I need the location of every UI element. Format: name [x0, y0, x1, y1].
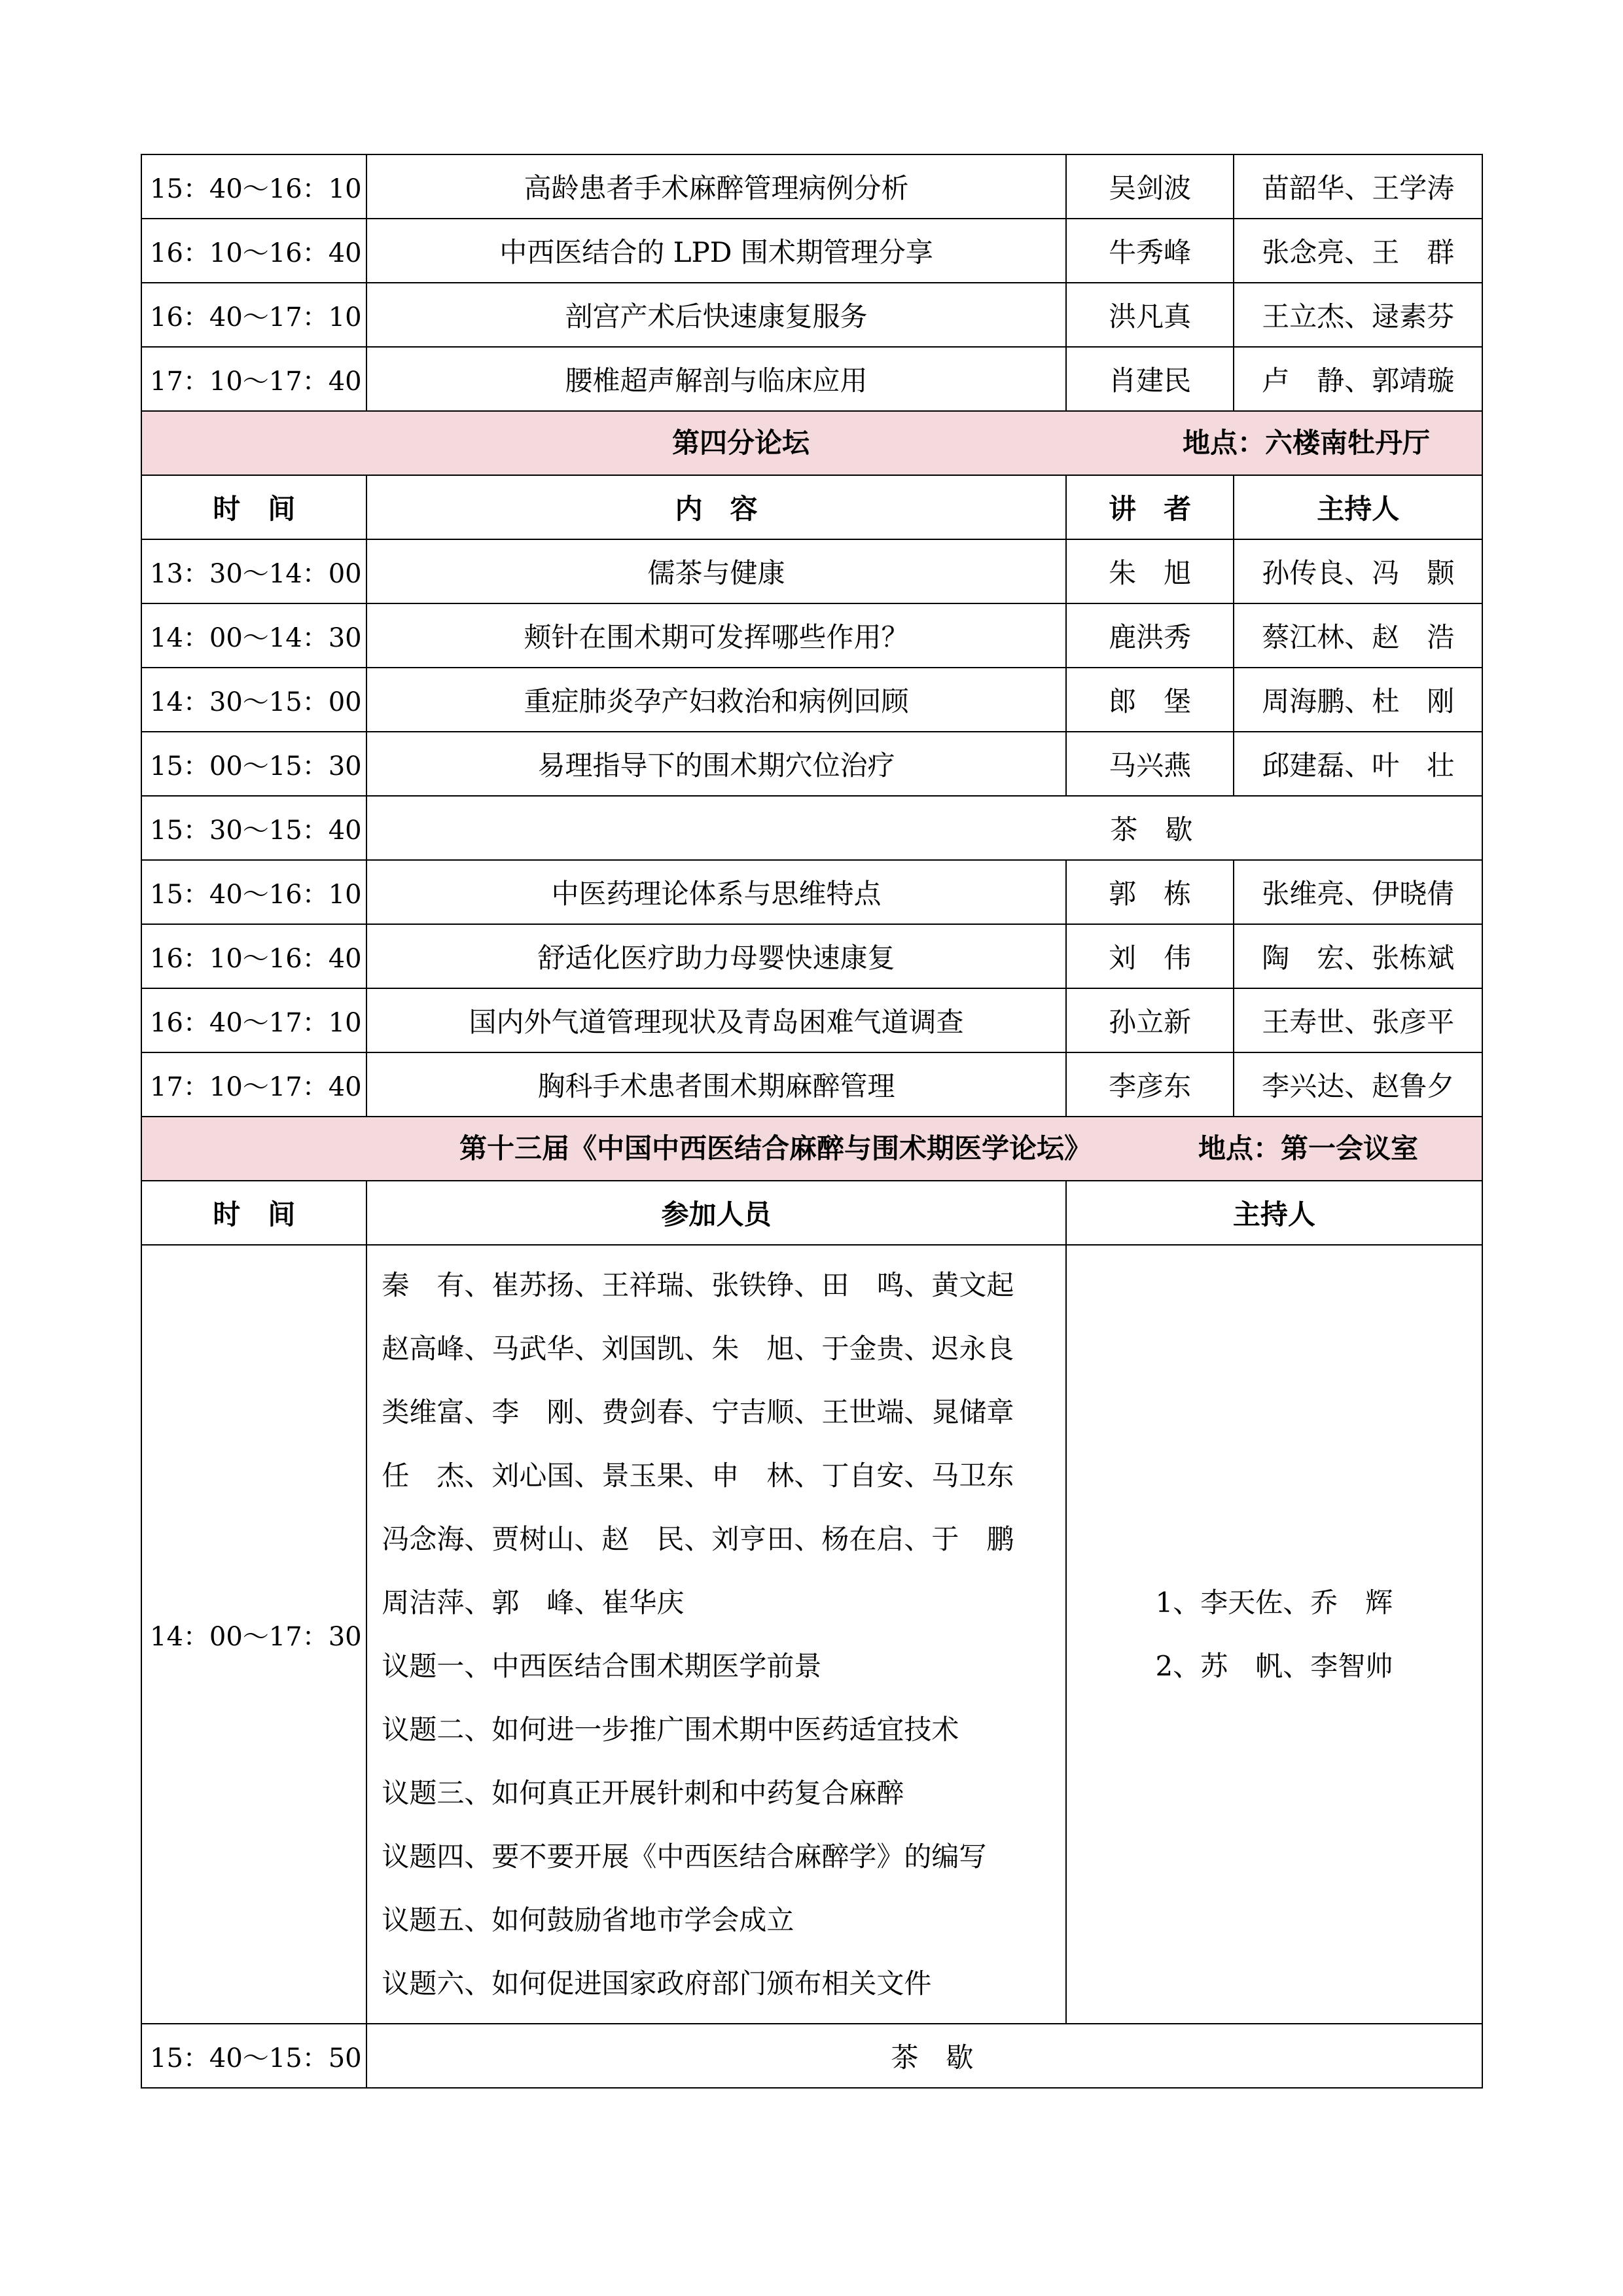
host-cell: 张维亮、伊晓倩 — [1234, 860, 1482, 924]
topic-line: 议题六、如何促进国家政府部门颁布相关文件 — [382, 1967, 932, 2000]
time-cell: 16：40～17：10 — [141, 283, 366, 347]
table-row — [141, 219, 1482, 283]
topic-cell: 颊针在围术期可发挥哪些作用？ — [366, 603, 1065, 668]
header-time: 时 间 — [141, 475, 366, 539]
table-row — [141, 154, 1482, 219]
header-time: 时 间 — [141, 1181, 366, 1245]
hosts-cell — [1066, 1245, 1482, 2024]
host-cell: 蔡江林、赵 浩 — [1234, 603, 1482, 668]
time-cell: 15：40～16：10 — [141, 860, 366, 924]
section-banner — [141, 1117, 1482, 1181]
host-cell: 孙传良、冯 颢 — [1234, 539, 1482, 603]
host-cell: 苗韶华、王学涛 — [1234, 154, 1482, 219]
host-cell: 陶 宏、张栋斌 — [1234, 924, 1482, 988]
table-row — [141, 988, 1482, 1052]
host-cell: 王立杰、逯素芬 — [1234, 283, 1482, 347]
section-title: 第十三届《中国中西医结合麻醉与围术期医学论坛》 — [459, 1132, 1092, 1164]
section-title: 第四分论坛 — [672, 427, 810, 459]
member-line: 赵高峰、马武华、刘国凯、朱 旭、于金贵、迟永良 — [382, 1333, 1014, 1365]
section-row-forum13 — [141, 1117, 1482, 1181]
table-row — [141, 539, 1482, 603]
table-row — [141, 283, 1482, 347]
topic-cell: 腰椎超声解剖与临床应用 — [366, 347, 1065, 411]
break-row — [141, 2024, 1482, 2088]
section-location: 地点：六楼南牡丹厅 — [1183, 427, 1431, 459]
speaker-cell: 李彦东 — [1066, 1052, 1234, 1117]
host-line: 1、李天佐、乔 辉 — [1155, 1587, 1393, 1619]
header-host: 主持人 — [1066, 1181, 1482, 1245]
host-cell: 邱建磊、叶 壮 — [1234, 732, 1482, 796]
table-row — [141, 603, 1482, 668]
time-cell: 17：10～17：40 — [141, 1052, 366, 1117]
speaker-cell: 郭 栋 — [1066, 860, 1234, 924]
host-cell: 李兴达、赵鲁夕 — [1234, 1052, 1482, 1117]
table-row — [141, 347, 1482, 411]
time-cell: 15：00～15：30 — [141, 732, 366, 796]
member-line: 周洁萍、郭 峰、崔华庆 — [382, 1587, 685, 1619]
speaker-cell: 洪凡真 — [1066, 283, 1234, 347]
table-row — [141, 924, 1482, 988]
member-line: 任 杰、刘心国、景玉果、申 林、丁自安、马卫东 — [382, 1460, 1014, 1492]
header-row — [141, 1181, 1482, 1245]
time-cell: 15：40～15：50 — [141, 2024, 366, 2088]
speaker-cell: 刘 伟 — [1066, 924, 1234, 988]
topic-line: 议题五、如何鼓励省地市学会成立 — [382, 1904, 794, 1936]
time-cell: 13：30～14：00 — [141, 539, 366, 603]
topic-cell: 易理指导下的围术期穴位治疗 — [366, 732, 1065, 796]
table-row — [141, 1052, 1482, 1117]
speaker-cell: 孙立新 — [1066, 988, 1234, 1052]
member-line: 冯念海、贾树山、赵 民、刘亨田、杨在启、于 鹏 — [382, 1523, 1014, 1555]
time-cell: 14：00～17：30 — [141, 1245, 366, 2024]
table-row — [141, 732, 1482, 796]
time-cell: 15：40～16：10 — [141, 154, 366, 219]
member-line: 秦 有、崔苏扬、王祥瑞、张铁铮、田 鸣、黄文起 — [382, 1269, 1014, 1301]
table-row — [141, 860, 1482, 924]
host-cell: 张念亮、王 群 — [1234, 219, 1482, 283]
members-cell — [366, 1245, 1065, 2024]
header-speaker: 讲 者 — [1066, 475, 1234, 539]
time-cell: 14：00～14：30 — [141, 603, 366, 668]
topic-line: 议题三、如何真正开展针刺和中药复合麻醉 — [382, 1777, 904, 1809]
topic-cell: 剖宫产术后快速康复服务 — [366, 283, 1065, 347]
header-host: 主持人 — [1234, 475, 1482, 539]
topic-line: 议题一、中西医结合围术期医学前景 — [382, 1650, 822, 1682]
time-cell: 15：30～15：40 — [141, 796, 366, 860]
time-cell: 17：10～17：40 — [141, 347, 366, 411]
time-cell: 16：10～16：40 — [141, 219, 366, 283]
time-cell: 16：10～16：40 — [141, 924, 366, 988]
break-label: 茶 歇 — [366, 2024, 1482, 2088]
speaker-cell: 牛秀峰 — [1066, 219, 1234, 283]
speaker-cell: 鹿洪秀 — [1066, 603, 1234, 668]
member-line: 类维富、李 刚、费剑春、宁吉顺、王世端、晁储章 — [382, 1396, 1014, 1428]
speaker-cell: 吴剑波 — [1066, 154, 1234, 219]
topic-line: 议题二、如何进一步推广围术期中医药适宜技术 — [382, 1713, 959, 1746]
topic-cell: 中医药理论体系与思维特点 — [366, 860, 1065, 924]
topic-cell: 儒茶与健康 — [366, 539, 1065, 603]
time-cell: 14：30～15：00 — [141, 668, 366, 732]
topic-cell: 中西医结合的 LPD 围术期管理分享 — [366, 219, 1065, 283]
break-label: 茶 歇 — [366, 796, 1482, 860]
speaker-cell: 郎 堡 — [1066, 668, 1234, 732]
host-cell: 周海鹏、杜 刚 — [1234, 668, 1482, 732]
host-line: 2、苏 帆、李智帅 — [1155, 1650, 1393, 1682]
host-cell: 卢 静、郭靖璇 — [1234, 347, 1482, 411]
topic-cell: 高龄患者手术麻醉管理病例分析 — [366, 154, 1065, 219]
topic-cell: 重症肺炎孕产妇救治和病例回顾 — [366, 668, 1065, 732]
host-cell: 王寿世、张彦平 — [1234, 988, 1482, 1052]
speaker-cell: 朱 旭 — [1066, 539, 1234, 603]
section-row-forum4 — [141, 411, 1482, 475]
header-content: 内 容 — [366, 475, 1065, 539]
table-row — [141, 668, 1482, 732]
section-banner — [141, 411, 1482, 475]
topic-line: 议题四、要不要开展《中西医结合麻醉学》的编写 — [382, 1840, 987, 1873]
speaker-cell: 马兴燕 — [1066, 732, 1234, 796]
header-row — [141, 475, 1482, 539]
header-members: 参加人员 — [366, 1181, 1065, 1245]
break-row — [141, 796, 1482, 860]
discussion-row — [141, 1245, 1482, 2024]
time-cell: 16：40～17：10 — [141, 988, 366, 1052]
section-location: 地点：第一会议室 — [1198, 1132, 1419, 1164]
speaker-cell: 肖建民 — [1066, 347, 1234, 411]
schedule-table — [141, 154, 1483, 2089]
topic-cell: 国内外气道管理现状及青岛困难气道调查 — [366, 988, 1065, 1052]
topic-cell: 舒适化医疗助力母婴快速康复 — [366, 924, 1065, 988]
topic-cell: 胸科手术患者围术期麻醉管理 — [366, 1052, 1065, 1117]
